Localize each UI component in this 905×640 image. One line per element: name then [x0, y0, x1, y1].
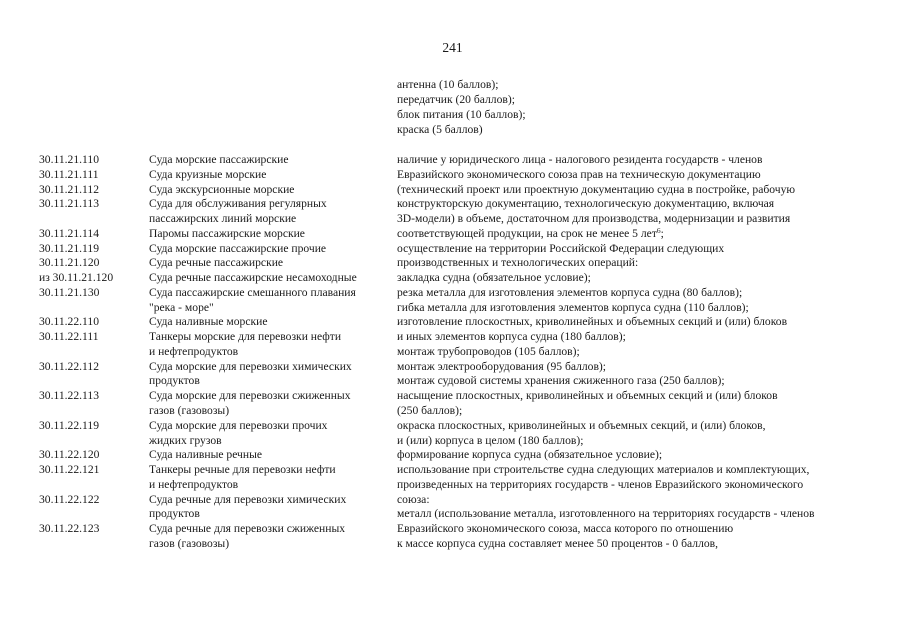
requirement-line: конструкторскую документацию, технологическую документацию, включая [397, 197, 775, 211]
okpd-code: 30.11.21.111 [39, 167, 99, 181]
okpd-code: 30.11.22.111 [39, 330, 99, 344]
footnote-marker: 6 [656, 225, 661, 235]
requirement-line: насыщение плоскостных, криволинейных и объемных секций и (или) блоков [397, 389, 778, 403]
okpd-code: 30.11.21.114 [39, 226, 100, 240]
okpd-code: 30.11.21.120 [39, 256, 100, 270]
requirement-line: монтаж судовой системы хранения сжиженного газа (250 баллов); [397, 374, 725, 388]
okpd-code: 30.11.21.130 [39, 285, 100, 299]
product-name-line: Суда речные для перевозки сжиженных [149, 522, 346, 536]
requirement-line: и (или) корпуса в целом (180 баллов); [397, 433, 584, 447]
requirement-line: формирование корпуса судна (обязательное условие); [397, 448, 663, 462]
okpd-code: 30.11.22.120 [39, 448, 100, 462]
product-name-line: Суда речные пассажирские [149, 256, 284, 270]
product-name-line: пассажирских линий морские [149, 212, 297, 226]
page-number: 241 [442, 40, 463, 55]
intro-continuation [397, 77, 526, 137]
product-name-line: Танкеры речные для перевозки нефти [149, 463, 336, 477]
okpd-code [39, 345, 113, 360]
okpd-code [39, 301, 113, 316]
intro-line: антенна (10 баллов); [397, 78, 499, 91]
product-name-line: Суда пассажирские смешанного плавания [149, 285, 356, 299]
okpd-code [39, 507, 113, 522]
requirement-line: союза: [397, 492, 430, 506]
okpd-code-column [39, 153, 113, 552]
product-name-line: "река - море" [149, 300, 214, 314]
product-name-line: Суда наливные морские [149, 315, 268, 329]
okpd-code: из 30.11.21.120 [39, 271, 114, 285]
product-name-line: Суда морские для перевозки сжиженных [149, 389, 351, 403]
okpd-code [39, 478, 113, 493]
okpd-code: 30.11.21.110 [39, 153, 100, 166]
requirement-line: окраска плоскостных, криволинейных и объемных секций, и (или) блоков, [397, 418, 766, 432]
okpd-code: 30.11.22.119 [39, 418, 100, 432]
requirement-text: соответствующей продукции, на срок не менее 5 лет [397, 226, 657, 240]
requirement-line: гибка металла для изготовления элементов корпуса судна (110 баллов); [397, 300, 749, 314]
product-name-line: газов (газовозы) [149, 404, 230, 418]
requirement-line: осуществление на территории Российской Федерации следующих [397, 241, 725, 255]
product-name-line: Суда речные пассажирские несамоходные [149, 271, 357, 285]
okpd-code: 30.11.21.112 [39, 182, 100, 196]
footnote-suffix: ; [660, 226, 664, 240]
product-name-line: жидких грузов [149, 433, 222, 447]
requirements-column [397, 153, 814, 552]
okpd-code: 30.11.22.121 [39, 463, 100, 477]
intro-line: передатчик (20 баллов); [397, 93, 515, 106]
okpd-code: 30.11.22.122 [39, 492, 100, 506]
requirement-line: и иных элементов корпуса судна (180 баллов); [397, 330, 626, 344]
intro-line: блок питания (10 баллов); [397, 108, 526, 121]
product-name-line: Танкеры морские для перевозки нефти [149, 330, 342, 344]
requirement-line: Евразийского экономического союза прав на техническую документацию [397, 167, 761, 181]
product-name-column [149, 153, 357, 552]
product-name-line: Суда наливные речные [149, 448, 263, 462]
okpd-code: 30.11.22.123 [39, 522, 100, 536]
okpd-code [39, 404, 113, 419]
requirement-line: (250 баллов); [397, 404, 463, 418]
product-name-line: продуктов [149, 374, 200, 388]
requirement-line: производственных и технологических операций: [397, 256, 639, 270]
okpd-code [39, 434, 113, 449]
requirement-line: металл (использование металла, изготовленного на территориях государств - членов [397, 507, 815, 521]
okpd-code: 30.11.21.113 [39, 197, 100, 211]
product-name-line: и нефтепродуктов [149, 477, 239, 491]
requirement-line: к массе корпуса судна составляет менее 50 процентов - 0 баллов, [397, 536, 719, 550]
product-name-line: и нефтепродуктов [149, 344, 239, 358]
okpd-code [39, 212, 113, 227]
requirement-line: наличие у юридического лица - налогового резидента государств - членов [397, 153, 763, 166]
product-name-line: Суда экскурсионные морские [149, 182, 295, 196]
okpd-code: 30.11.21.119 [39, 241, 100, 255]
requirement-line: Евразийского экономического союза, масса которого по отношению [397, 522, 734, 536]
product-name-line: Суда морские пассажирские [149, 153, 289, 166]
requirement-line: закладка судна (обязательное условие); [397, 271, 591, 285]
requirement-line [397, 227, 814, 242]
product-name-line: Паромы пассажирские морские [149, 226, 305, 240]
product-name-line: Суда морские для перевозки прочих [149, 418, 328, 432]
product-name-line: Суда морские для перевозки химических [149, 359, 352, 373]
requirement-line: резка металла для изготовления элементов корпуса судна (80 баллов); [397, 285, 743, 299]
requirement-line: 3D-модели) в объеме, достаточном для производства, модернизации и развития [397, 212, 791, 226]
requirement-line: монтаж трубопроводов (105 баллов); [397, 344, 580, 358]
product-name-line: газов (газовозы) [149, 536, 230, 550]
okpd-code: 30.11.22.112 [39, 359, 100, 373]
product-name-line: Суда круизные морские [149, 167, 267, 181]
product-name-line: Суда речные для перевозки химических [149, 492, 347, 506]
product-name-line: Суда для обслуживания регулярных [149, 197, 327, 211]
okpd-code [39, 374, 113, 389]
requirement-line: (технический проект или проектную документацию судна в постройке, рабочую [397, 182, 796, 196]
okpd-code: 30.11.22.110 [39, 315, 100, 329]
product-name-line: Суда морские пассажирские прочие [149, 241, 327, 255]
requirement-line: монтаж электрооборудования (95 баллов); [397, 359, 607, 373]
requirement-line: изготовление плоскостных, криволинейных и объемных секций и (или) блоков [397, 315, 788, 329]
requirement-line: произведенных на территориях государств - членов Евразийского экономического [397, 477, 804, 491]
product-name-line: продуктов [149, 507, 200, 521]
intro-line: краска (5 баллов) [397, 123, 483, 136]
requirement-line: использование при строительстве судна следующих материалов и комплектующих, [397, 463, 810, 477]
okpd-code: 30.11.22.113 [39, 389, 100, 403]
okpd-code [39, 537, 113, 552]
